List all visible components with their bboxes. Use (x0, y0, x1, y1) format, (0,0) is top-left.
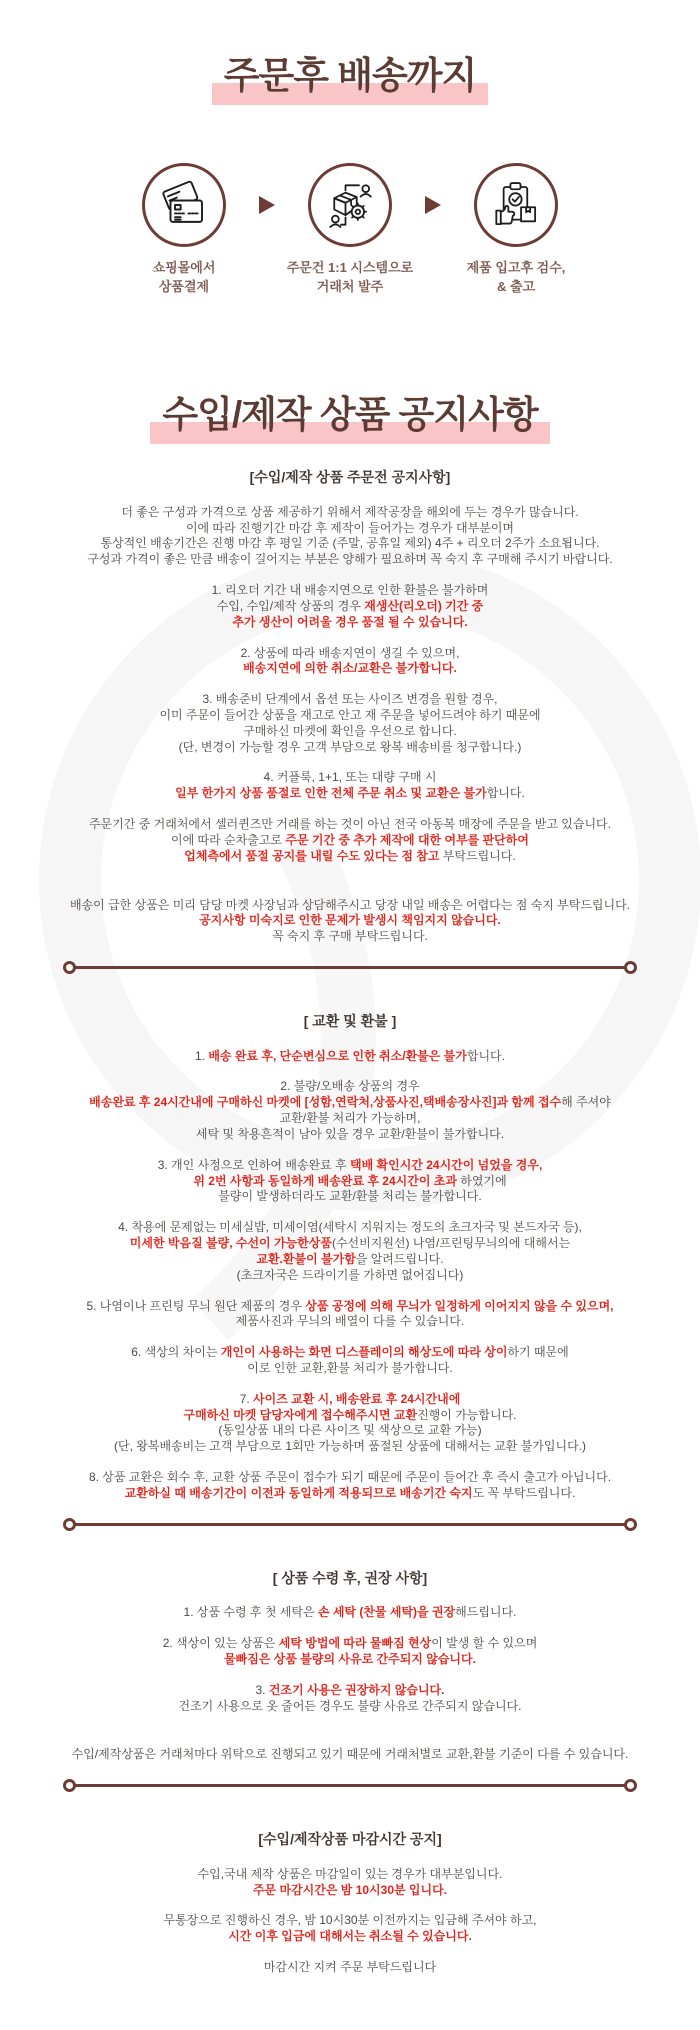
notice-paragraph: 5. 나염이나 프린팅 무늬 원단 제품의 경우 상품 공정에 의해 무늬가 일정하게 이어지지 않을 수 있으며, 제품사진과 무늬의 배열이 다를 수 있습니다. (86, 1298, 614, 1329)
step-circle (308, 163, 392, 247)
notice-paragraph: 1. 배송 완료 후, 단순변심으로 인한 취소/환불은 불가합니다. (195, 1048, 505, 1063)
notice-paragraph: 3. 배송준비 단계에서 옵션 또는 사이즈 변경을 원할 경우, 이미 주문이 들어간 상품을 재고로 안고 재 주문을 넣어드려야 하기 때문에 구매하신 마켓에 확인을 우선으로 합니다. (단, 변경이 가능할 경우 고객 부담으로 왕복 배송비를 청구합니다.) (159, 692, 541, 754)
step-circle (474, 163, 558, 247)
step-order-system-label: 주문건 1:1 시스템으로 거래처 발주 (286, 260, 414, 294)
divider-line (75, 1784, 625, 1787)
notice-paragraph: 주문기간 중 거래처에서 셀러퀸즈만 거래를 하는 것이 아닌 전국 아동복 매장에 주문을 받고 있습니다. 이에 따라 순차출고로 주문 기간 중 추가 제작에 대한 여부를 판단하여 업체측에서 품절 공지를 내릴 수도 있다는 점 참고 부탁드립니다. (89, 817, 611, 863)
notice-paragraph: 3. 개인 사정으로 인하여 배송완료 후 택배 확인시간 24시간이 넘었을 경우, 위 2번 사항과 동일하게 배송완료 후 24시간이 초과 하였기에 불량이 발생하더라도 교환/환불 처리는 불가합니다. (157, 1157, 543, 1204)
notice-title-text: 수입/제작 상품 공지사항 (150, 394, 549, 444)
divider-line (75, 966, 625, 969)
step-order-system (280, 163, 420, 295)
inspection-shipping-icon (489, 178, 543, 232)
notice-paragraph: 1. 리오더 기간 내 배송지연으로 인한 환불은 불가하며 수입, 수입/제작 상품의 경우 재생산(리오더) 기간 중 추가 생산이 어려울 경우 품절 될 수 있습니다. (211, 583, 489, 629)
credit-card-icon (157, 178, 211, 232)
notice-paragraph: 무통장으로 진행하신 경우, 밤 10시30분 이전까지는 입금해 주셔야 하고, 시간 이후 입금에 대해서는 취소될 수 있습니다. (163, 1913, 537, 1944)
section-heading: [ 교환 및 환불 ] (303, 1013, 397, 1030)
section-divider (63, 961, 637, 974)
notice-paragraph: 7. 사이즈 교환 시, 배송완료 후 24시간내에 구매하신 마켓 담당자에게 접수해주시면 교환진행이 가능합니다. (동일상품 내의 다른 사이즈 및 색상으로 교환 가능) (단, 왕복배송비는 고객 부담으로 1회만 가능하며 품절된 상품에 대해서는 교환 불가입니다.) (114, 1391, 586, 1454)
section-heading: [ 상품 수령 후, 권장 사항] (272, 1569, 428, 1586)
order-system-icon (323, 178, 377, 232)
notice-paragraph: 4. 커플룩, 1+1, 또는 대량 구매 시 일부 한가지 상품 품절로 인한 전체 주문 취소 및 교환은 불가합니다. (175, 770, 525, 801)
notice-paragraph: 2. 불량/오배송 상품의 경우 배송완료 후 24시간내에 구매하신 마켓에 [성함,연락처,상품사진,택배송장사진]과 함께 접수해 주셔야 교환/환불 처리가 가능하며, 세탁 및 착용흔적이 남아 있을 경우 교환/환불이 불가합니다. (89, 1079, 611, 1141)
notice-title (0, 394, 700, 444)
arrow-right-icon (420, 195, 446, 215)
divider-line (75, 1523, 625, 1526)
section-heading: [수입/제작 상품 주문전 공지사항] (249, 469, 451, 486)
divider-ring (624, 961, 637, 974)
step-circle (142, 163, 226, 247)
step-inspection-shipping-label: 제품 입고후 검수, & 출고 (466, 260, 566, 294)
spacer (28, 880, 672, 898)
notice-body (0, 468, 700, 1976)
notice-paragraph: 8. 상품 교환은 회수 후, 교환 상품 주문이 접수가 되기 때문에 주문이 들어간 후 즉시 출고가 아닙니다. 교환하실 때 배송기간이 이전과 동일하게 적용되므로 배송기간 숙지도 꼭 부탁드립니다. (88, 1470, 612, 1500)
delivery-process-title-text: 주문후 배송까지 (212, 55, 488, 105)
divider-ring (624, 1518, 637, 1531)
step-payment (114, 163, 254, 295)
spacer (28, 1729, 672, 1747)
section-divider (63, 1518, 637, 1531)
delivery-process-steps (0, 163, 700, 295)
section-divider (63, 1779, 637, 1792)
notice-paragraph: 4. 착용에 문제없는 미세실밥, 미세이염(세탁시 지워지는 정도의 초크자국 및 본드자국 등), 미세한 박음질 불량, 수선이 가능한상품(수선비지원선) 나염/프린팅무늬의에 대해서는 교환.환불이 불가함을 알려드립니다. (초크자국은 드라이기를 가하면 없어집니다) (118, 1220, 582, 1282)
notice-paragraph: 마감시간 지켜 주문 부탁드립니다 (263, 1960, 437, 1975)
notice-paragraph: 2. 색상이 있는 상품은 세탁 방법에 따라 물빠짐 현상이 발생 할 수 있으며 물빠짐은 상품 불량의 사유로 간주되지 않습니다. (162, 1636, 538, 1666)
notice-paragraph: 배송이 급한 상품은 미리 담당 마켓 사장님과 상담해주시고 당장 내일 배송은 어렵다는 점 숙지 부탁드립니다. 공지사항 미숙지로 인한 문제가 발생시 책임지지 않습니다. 꼭 숙지 후 구매 부탁드립니다. (69, 897, 631, 944)
notice-paragraph: 1. 상품 수령 후 첫 세탁은 손 세탁 (찬물 세탁)을 권장해드립니다. (183, 1605, 517, 1620)
notice-paragraph: 수입,국내 제작 상품은 마감일이 있는 경우가 대부분입니다. 주문 마감시간은 밤 10시30분 입니다. (197, 1866, 503, 1897)
divider-ring (624, 1779, 637, 1792)
step-payment-label: 쇼핑몰에서 상품결제 (152, 260, 216, 294)
notice-paragraph: 2. 상품에 따라 배송지연이 생길 수 있으며, 배송지연에 의한 취소/교환은 불가합니다. (240, 645, 460, 676)
notice-paragraph: 더 좋은 구성과 가격으로 상품 제공하기 위해서 제작공장을 해외에 두는 경우가 많습니다. 이에 따라 진행기간 마감 후 제작이 들어가는 경우가 대부분이며 통상적인 배송기간은 진행 마감 후 평일 기준 (주말, 공휴일 제외) 4주 + 리오더 2주가 소요됩니다. 구성과 가격이 좋은 만큼 배송이 길어지는 부분은 양해가 필요하며 꼭 숙지 후 구매해 주시기 바랍니다. (87, 504, 613, 567)
delivery-process-title (0, 55, 700, 105)
section-heading: [수입/제작상품 마감시간 공지] (258, 1831, 442, 1848)
arrow-right-icon (254, 195, 280, 215)
notice-paragraph: 수입/제작상품은 거래처마다 위탁으로 진행되고 있기 때문에 거래처별로 교환,환불 기준이 다를 수 있습니다. (71, 1747, 629, 1762)
notice-paragraph: 3. 건조기 사용은 권장하지 않습니다. 건조기 사용으로 옷 줄어든 경우도 불량 사유로 간주되지 않습니다. (178, 1682, 522, 1713)
notice-paragraph: 6. 색상의 차이는 개인이 사용하는 화면 디스플레이의 해상도에 따라 상이하기 때문에 이로 인한 교환,환불 처리가 불가합니다. (131, 1345, 569, 1375)
step-inspection-shipping (446, 163, 586, 295)
